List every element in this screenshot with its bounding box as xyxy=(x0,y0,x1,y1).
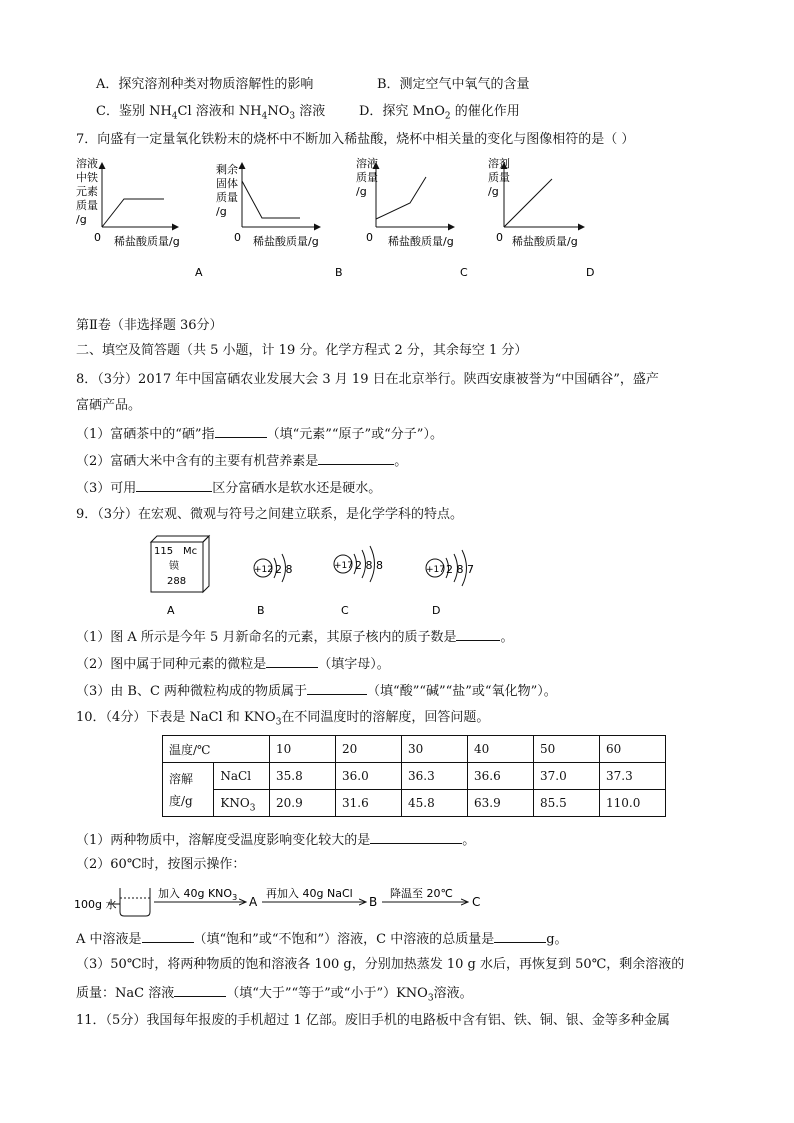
graph-a-ylabel-3: 质量 xyxy=(76,199,98,212)
kno3-cell: 110.0 xyxy=(600,790,666,817)
q9-blank-1[interactable] xyxy=(456,628,500,641)
fig-label-c: C xyxy=(341,604,349,617)
q9-part-1: （1）图 A 所示是今年 5 月新命名的元素，其原子核内的质子数是 。 xyxy=(76,630,514,645)
temp-cell: 40 xyxy=(468,736,534,763)
flow-c: C xyxy=(472,895,481,909)
kno3-cell: 45.8 xyxy=(402,790,468,817)
q9-stem: 9．（3分）在宏观、微观与符号之间建立联系，是化学学科的特点。 xyxy=(76,507,464,522)
graph-c-origin: 0 xyxy=(366,231,373,244)
q8-blank-3[interactable] xyxy=(136,479,212,492)
atom-c xyxy=(334,546,383,617)
q10-flow-diagram xyxy=(70,880,500,920)
flow-water: 100g 水 xyxy=(74,898,117,911)
q8-part-2: （2）富硒大米中含有的主要有机营养素是 。 xyxy=(76,454,408,469)
q8-blank-1[interactable] xyxy=(215,425,267,438)
q10-part-2-answer: A 中溶液是 （填“饱和”或“不饱和”）溶液，C 中溶液的总质量是 g。 xyxy=(76,932,568,947)
q8-stem-1: 8．（3分）2017 年中国富硒农业发展大会 3 月 19 日在北京举行。陕西安康被誉为“中国硒谷”，盛产 xyxy=(76,372,659,387)
q6-option-a: A．探究溶剂种类对物质溶解性的影响 xyxy=(96,77,314,92)
graph-a-letter: A xyxy=(195,266,203,279)
flow-step-3: 降温至 20℃ xyxy=(390,887,453,900)
nacl-cell: 36.0 xyxy=(336,763,402,790)
nacl-cell: 37.3 xyxy=(600,763,666,790)
graph-b-curve xyxy=(242,181,300,218)
graph-b-ylabel-0: 剩余 xyxy=(216,163,238,176)
temp-cell: 50 xyxy=(534,736,600,763)
graph-c-ylabel-0: 溶液 xyxy=(356,157,378,170)
q11-stem: 11．（5分）我国每年报废的手机超过 1 亿部。废旧手机的电路板中含有铝、铁、铜、银、金等多种金属 xyxy=(76,1013,670,1028)
part2-section: 二、填空及简答题（共 5 小题，计 19 分。化学方程式 2 分，其余每空 1 分） xyxy=(76,343,528,358)
solubility-table xyxy=(162,735,666,817)
q10-blank-2[interactable] xyxy=(142,930,194,943)
graph-b-ylabel-1: 固体 xyxy=(216,177,238,190)
graph-b-ylabel-2: 质量 xyxy=(216,191,238,204)
element-mass: 288 xyxy=(167,576,187,587)
q8-part-3: （3）可用 区分富硒水是软水还是硬水。 xyxy=(76,481,382,496)
q9-blank-2[interactable] xyxy=(266,655,318,668)
kno3-cell: 85.5 xyxy=(534,790,600,817)
element-atomic-number: 115 xyxy=(154,546,174,557)
q6-option-d: D．探究 MnO$_2$ 的催化作用 xyxy=(359,104,520,122)
graph-a-origin: 0 xyxy=(94,231,101,244)
part2-title: 第Ⅱ卷（非选择题 36分） xyxy=(76,318,223,333)
graph-b-letter: B xyxy=(335,266,343,279)
graph-a-ylabel-4: /g xyxy=(76,213,87,226)
graph-d-ylabel-0: 溶剂 xyxy=(488,157,510,170)
atom-d xyxy=(426,550,474,617)
graph-a-curve xyxy=(102,199,164,227)
graph-d-letter: D xyxy=(586,266,595,279)
atom-b-nucleus: +12 xyxy=(254,565,273,575)
temp-cell: 10 xyxy=(270,736,336,763)
nacl-label: NaCl xyxy=(214,763,270,790)
graph-c-xlabel: 稀盐酸质量/g xyxy=(388,235,454,248)
table-row xyxy=(163,763,666,790)
q8-stem-2: 富硒产品。 xyxy=(76,398,142,413)
nacl-cell: 35.8 xyxy=(270,763,336,790)
graph-c xyxy=(356,156,468,279)
table-row xyxy=(163,736,666,763)
flow-step-2: 再加入 40g NaCl xyxy=(266,887,353,900)
graph-c-curve xyxy=(376,177,426,219)
atom-c-shells: 2 8 8 xyxy=(355,559,383,572)
fig-label-b: B xyxy=(257,604,265,617)
kno3-cell: 63.9 xyxy=(468,790,534,817)
temp-cell: 20 xyxy=(336,736,402,763)
q8-blank-2[interactable] xyxy=(318,452,394,465)
q7-stem: 7．向盛有一定量氧化铁粉末的烧杯中不断加入稀盐酸，烧杯中相关量的变化与图像相符的是（ ） xyxy=(76,132,635,147)
element-symbol: Mc xyxy=(183,546,198,557)
flow-a: A xyxy=(249,895,258,909)
q9-part-3: （3）由 B、C 两种微粒构成的物质属于 （填“酸”“碱”“盐”或“氧化物”）。 xyxy=(76,684,557,699)
graph-d-curve xyxy=(504,179,552,227)
graph-c-ylabel-1: 质量 xyxy=(356,171,378,184)
element-name: 镆 xyxy=(169,561,179,572)
graph-d xyxy=(488,156,594,279)
q10-part-2: （2）60℃时，按图示操作： xyxy=(76,857,246,872)
table-header-temp: 温度/℃ xyxy=(163,736,270,763)
element-box-a xyxy=(151,536,209,617)
row-label-solubility: 溶解 度/g xyxy=(163,763,214,817)
flow-step-1: 加入 40g $KNO_3$ xyxy=(158,887,238,902)
q9-part-2: （2）图中属于同种元素的微粒是 （填字母）。 xyxy=(76,657,390,672)
q7-graphs xyxy=(70,155,610,285)
kno3-cell: 20.9 xyxy=(270,790,336,817)
atom-c-nucleus: +17 xyxy=(334,561,353,571)
beaker-icon xyxy=(120,888,150,916)
fig-label-a: A xyxy=(167,604,175,617)
graph-b-ylabel-3: /g xyxy=(216,205,227,218)
nacl-cell: 36.3 xyxy=(402,763,468,790)
temp-cell: 60 xyxy=(600,736,666,763)
nacl-cell: 36.6 xyxy=(468,763,534,790)
nacl-cell: 37.0 xyxy=(534,763,600,790)
q10-blank-4[interactable] xyxy=(174,984,226,997)
fig-label-d: D xyxy=(432,604,441,617)
temp-cell: 30 xyxy=(402,736,468,763)
q10-part-3: （3）50℃时，将两种物质的饱和溶液各 100 g，分别加热蒸发 10 g 水后，再恢复到 50℃，剩余溶液的 xyxy=(76,957,685,972)
flow-b: B xyxy=(369,895,378,909)
graph-a xyxy=(76,156,203,279)
graph-b-xlabel: 稀盐酸质量/g xyxy=(253,235,319,248)
q10-part-1: （1）两种物质中，溶解度受温度影响变化较大的是 。 xyxy=(76,833,476,848)
graph-d-ylabel-1: 质量 xyxy=(488,171,510,184)
atom-d-shells: 2 8 7 xyxy=(446,563,474,576)
atom-d-nucleus: +17 xyxy=(426,565,445,575)
q6-option-c: C．鉴别 $NH_4Cl$ 溶液和 $NH_4NO_3$ 溶液 xyxy=(96,104,326,122)
graph-d-xlabel: 稀盐酸质量/g xyxy=(512,235,578,248)
q10-blank-3[interactable] xyxy=(494,930,546,943)
graph-d-ylabel-2: /g xyxy=(488,185,499,198)
atom-b-shells: 2 8 xyxy=(275,563,293,576)
graph-a-ylabel-0: 溶液 xyxy=(76,157,98,170)
table-row xyxy=(163,790,666,817)
graph-d-origin: 0 xyxy=(496,231,503,244)
q6-option-b: B．测定空气中氧气的含量 xyxy=(377,77,530,92)
q8-part-1: （1）富硒茶中的“硒”指 （填“元素”“原子”或“分子”）。 xyxy=(76,427,443,442)
graph-a-xlabel: 稀盐酸质量/g xyxy=(114,235,180,248)
kno3-cell: 31.6 xyxy=(336,790,402,817)
q10-part-3-line2: 质量：NaC 溶液 （填“大于”“等于”或“小于$”)KNO_3$溶液。 xyxy=(76,986,473,1004)
graph-c-letter: C xyxy=(460,266,468,279)
graph-a-ylabel-1: 中铁 xyxy=(76,171,98,184)
graph-b-origin: 0 xyxy=(234,231,241,244)
q9-blank-3[interactable] xyxy=(307,682,367,695)
atom-b xyxy=(254,554,293,617)
graph-c-ylabel-2: /g xyxy=(356,185,367,198)
q10-blank-1[interactable] xyxy=(370,831,462,844)
q10-stem: 10．（4分）下表是 NaCl 和 $KNO_3$在不同温度时的溶解度，回答问题。 xyxy=(76,710,490,728)
q9-figures xyxy=(145,534,490,624)
kno3-label: $KNO_3$ xyxy=(214,790,270,817)
graph-a-ylabel-2: 元素 xyxy=(76,185,98,198)
graph-b xyxy=(216,162,343,279)
